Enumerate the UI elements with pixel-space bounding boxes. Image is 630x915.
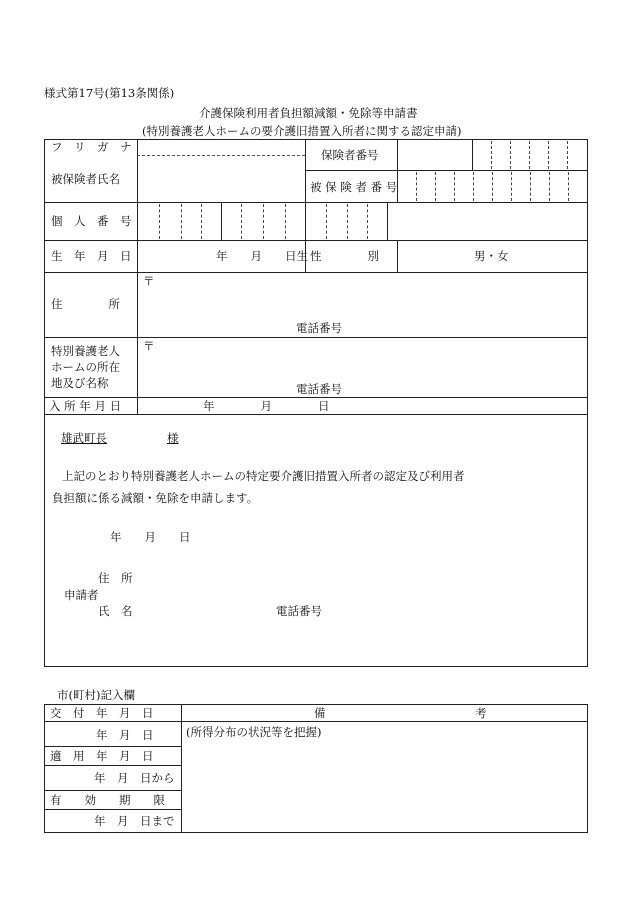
validity-until: 年 月 日まで	[94, 814, 175, 828]
admission-date-label: 入 所 年 月 日	[49, 399, 122, 413]
validity-label: 有 効 期 限	[50, 793, 165, 807]
issue-date-value: 年 月 日	[96, 728, 154, 742]
address-phone-label: 電話番号	[296, 321, 342, 335]
furigana-label: フ リ ガ ナ	[51, 140, 132, 154]
insured-number-label: 被 保 険 者 番 号	[310, 180, 398, 194]
insured-name-label: 被保険者氏名	[51, 172, 120, 186]
postal-mark: 〒	[143, 274, 155, 288]
sex-value: 男・女	[474, 249, 509, 263]
applicant-address-label: 住 所	[98, 571, 133, 585]
apply-date-label: 適 用 年 月 日	[50, 749, 154, 763]
admission-date-value: 年 月 日	[203, 399, 330, 413]
facility-label-line2: ホームの所在	[51, 360, 120, 374]
form-number: 様式第17号(第13条関係)	[44, 86, 175, 100]
sex-label: 性 別	[310, 249, 379, 263]
applicant-label: 申請者	[64, 588, 99, 602]
form-subtitle: (特別養護老人ホームの要介護旧措置入所者に関する認定申請)	[142, 124, 462, 138]
my-number-label: 個 人 番 号	[51, 214, 132, 228]
remarks-text: (所得分布の状況等を把握)	[186, 725, 322, 739]
remarks-label: 備 考	[314, 706, 487, 720]
municipality-section-caption: 市(町村)記入欄	[57, 688, 135, 702]
facility-phone-label: 電話番号	[296, 382, 342, 396]
apply-date-from: 年 月 日から	[94, 771, 175, 785]
applicant-name-label: 氏 名	[98, 604, 133, 618]
facility-postal-mark: 〒	[143, 339, 155, 353]
addressee: 雄武町長 様	[61, 431, 179, 445]
address-label: 住 所	[51, 297, 120, 311]
facility-label-line3: 地及び名称	[51, 376, 109, 390]
application-date: 年 月 日	[110, 530, 191, 544]
applicant-phone-label: 電話番号	[276, 604, 322, 618]
form-title: 介護保険利用者負担額減額・免除等申請書	[199, 106, 418, 120]
issue-date-label: 交 付 年 月 日	[50, 706, 154, 720]
facility-label-line1: 特別養護老人	[51, 344, 120, 358]
birth-date-label: 生 年 月 日	[51, 249, 132, 263]
statement-line2: 負担額に係る減額・免除を申請します。	[52, 491, 259, 505]
statement-line1: 上記のとおり特別養護老人ホームの特定要介護旧措置入所者の認定及び利用者	[62, 469, 465, 483]
birth-date-value: 年 月 日生	[216, 249, 308, 263]
insurer-number-label: 保険者番号	[321, 148, 379, 162]
